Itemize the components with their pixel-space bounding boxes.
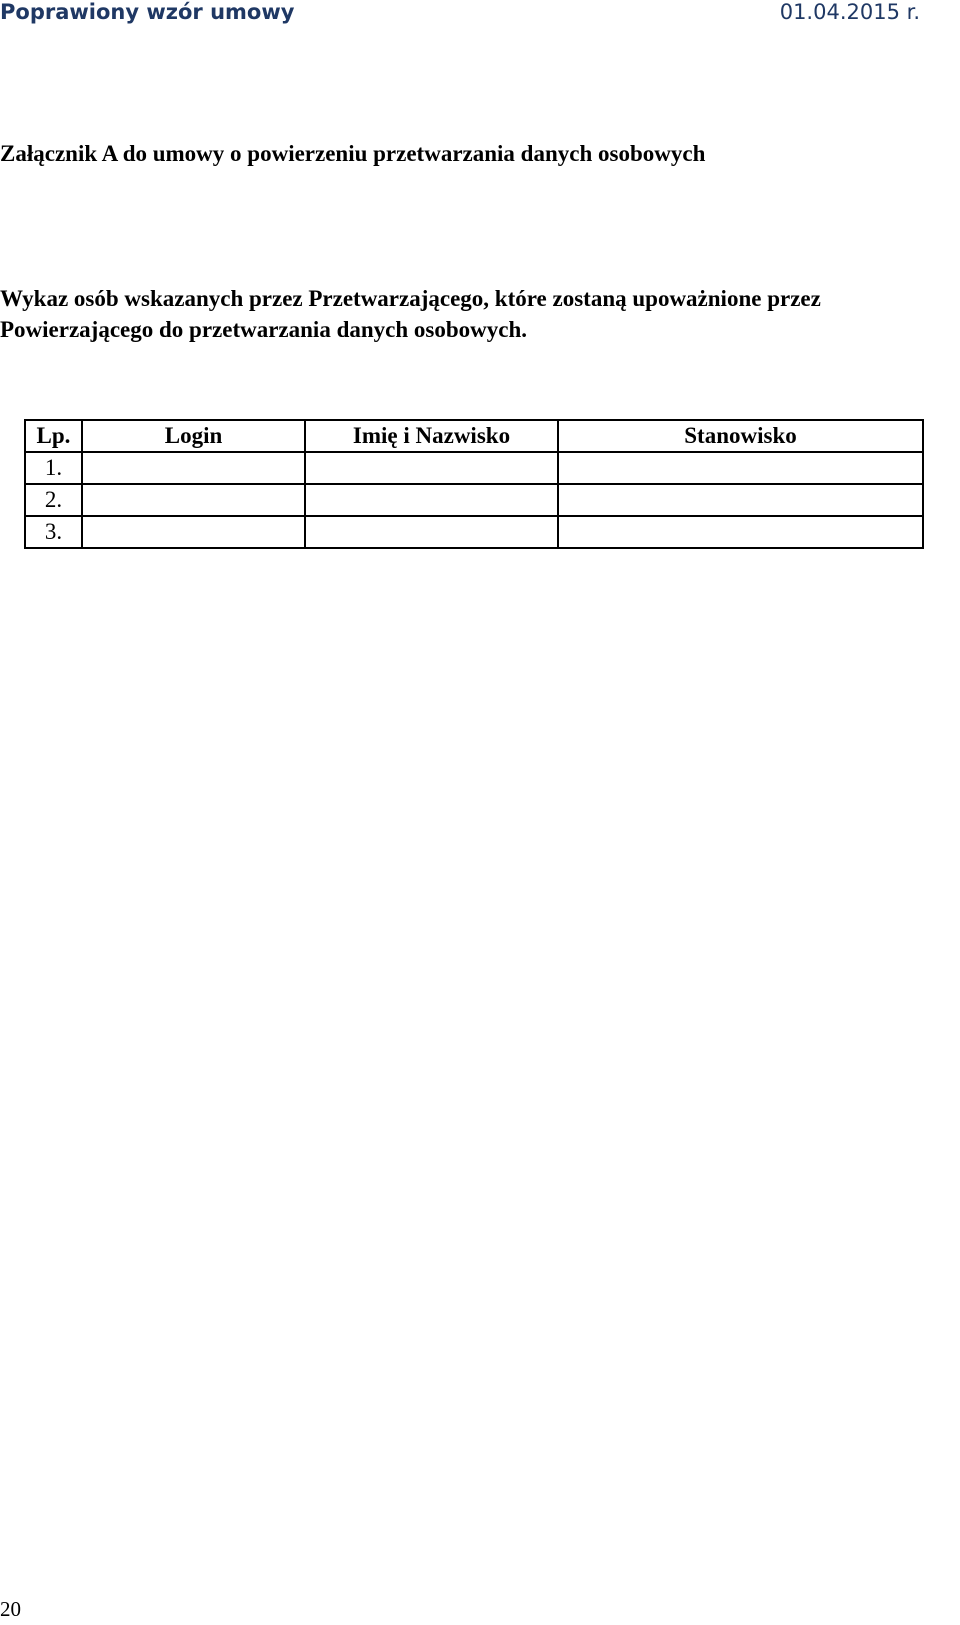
cell-login[interactable] [82,516,305,548]
annex-title: Załącznik A do umowy o powierzeniu przetwarzania danych osobowych [0,141,706,166]
cell-login[interactable] [82,452,305,484]
cell-lp: 3. [25,516,82,548]
page-number: 20 [0,1597,21,1621]
cell-login[interactable] [82,484,305,516]
document-header-date: 01.04.2015 r. [779,0,920,24]
intro-line-1: Wykaz osób wskazanych przez Przetwarzającego, które zostaną upoważnione przez [0,286,821,311]
cell-name[interactable] [305,484,558,516]
intro-line-2: Powierzającego do przetwarzania danych osobowych. [0,317,528,342]
header-login: Login [82,420,305,452]
document-header-title: Poprawiony wzór umowy [0,0,295,24]
authorized-persons-table [24,419,924,549]
cell-lp: 2. [25,484,82,516]
cell-position[interactable] [558,484,923,516]
cell-name[interactable] [305,452,558,484]
table-row [25,484,923,516]
cell-name[interactable] [305,516,558,548]
cell-position[interactable] [558,516,923,548]
intro-paragraph [0,283,945,345]
header-lp: Lp. [25,420,82,452]
table-header-row [25,420,923,452]
header-position: Stanowisko [558,420,923,452]
cell-lp: 1. [25,452,82,484]
table-row [25,516,923,548]
header-name: Imię i Nazwisko [305,420,558,452]
table-row [25,452,923,484]
cell-position[interactable] [558,452,923,484]
